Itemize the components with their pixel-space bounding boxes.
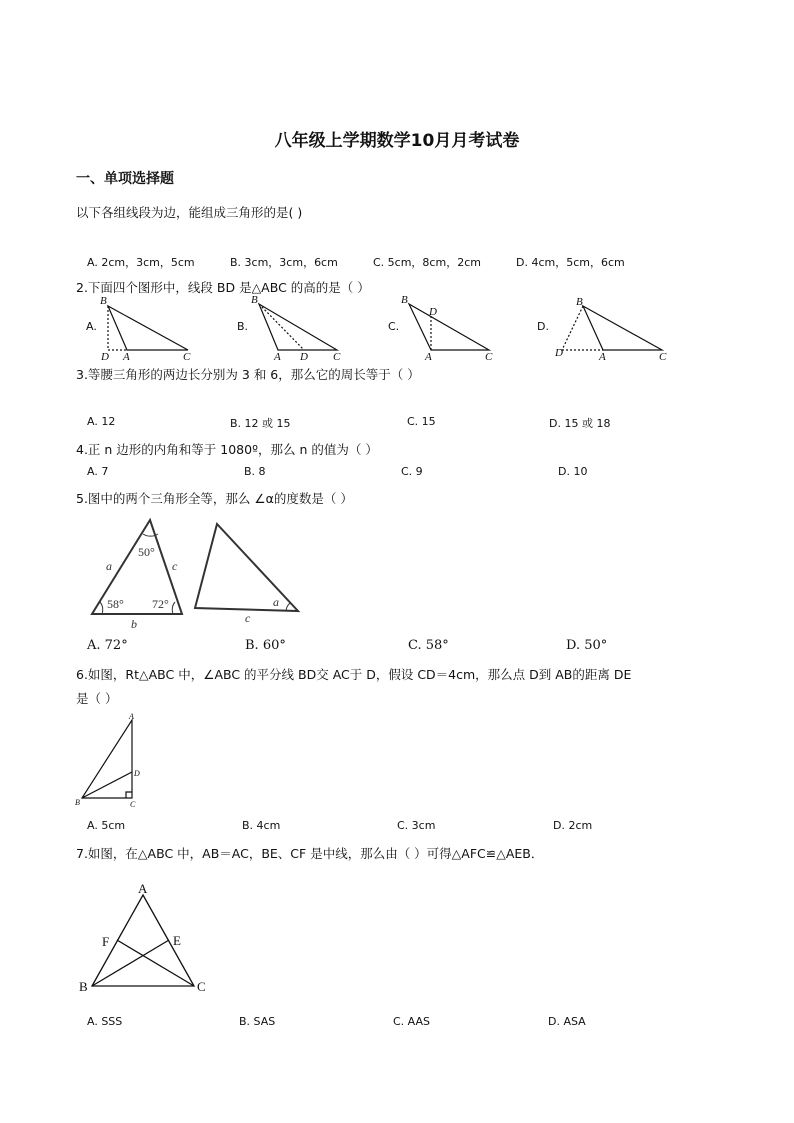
q7-option-b[interactable]: B. SAS [239, 1015, 276, 1028]
q2-option-d[interactable]: D. [537, 320, 549, 333]
q4-option-d[interactable]: D. 10 [558, 465, 588, 478]
q7-option-d[interactable]: D. ASA [548, 1015, 586, 1028]
question-6-stem-line2: 是（ ） [76, 691, 118, 706]
q2b-label-d: D [300, 351, 308, 363]
q1-option-c[interactable]: C. 5cm，8cm，2cm [373, 256, 481, 269]
q7-label-e: E [173, 933, 181, 948]
q7-label-b: B [79, 979, 88, 994]
q1-option-b[interactable]: B. 3cm，3cm，6cm [230, 256, 338, 269]
q6-label-c: C [130, 800, 136, 809]
q5-option-c[interactable]: C. 58° [408, 638, 449, 653]
page-title: 八年级上学期数学10月月考试卷 [274, 131, 520, 151]
q7-label-c: C [197, 979, 206, 994]
q6-label-a: A [129, 712, 134, 721]
question-7-stem: 7.如图，在△ABC 中，AB＝AC，BE、CF 是中线，那么由（ ）可得△AFC≌△AEB． [76, 846, 544, 861]
q4-option-c[interactable]: C. 9 [401, 465, 423, 478]
q7-option-c[interactable]: C. AAS [393, 1015, 431, 1028]
q2c-label-d: D [429, 306, 437, 318]
q5-angle-alpha: a [273, 595, 279, 609]
q2c-label-c: C [485, 351, 493, 363]
question-2-stem: 2.下面四个图形中，线段 BD 是△ABC 的高的是（ ） [76, 280, 370, 295]
q6-option-c[interactable]: C. 3cm [397, 819, 436, 832]
question-1-stem: 以下各组线段为边，能组成三角形的是( ) [76, 205, 303, 220]
q2a-label-c: C [183, 351, 191, 363]
q2b-label-a: A [274, 351, 281, 363]
q6-label-b: B [75, 798, 80, 807]
q1-option-a[interactable]: A. 2cm，3cm，5cm [87, 256, 195, 269]
q5-side-a: a [106, 559, 112, 573]
q4-option-b[interactable]: B. 8 [244, 465, 266, 478]
q5-angle-right: 72° [152, 597, 169, 611]
question-4-stem: 4.正 n 边形的内角和等于 1080º，那么 n 的值为（ ） [76, 442, 378, 457]
q2a-label-d: D [101, 351, 109, 363]
q5-angle-left: 58° [107, 597, 124, 611]
q7-option-a[interactable]: A. SSS [87, 1015, 123, 1028]
q2a-label-b: B [100, 295, 107, 307]
q5-side-b: b [131, 617, 137, 631]
q2b-label-b: B [251, 294, 258, 306]
section-heading: 一、单项选择题 [76, 171, 174, 187]
q3-option-d[interactable]: D. 15 或 18 [549, 417, 611, 430]
q3-option-c[interactable]: C. 15 [407, 415, 436, 428]
q2a-label-a: A [123, 351, 130, 363]
question-5-stem: 5.图中的两个三角形全等，那么 ∠α的度数是（ ） [76, 491, 353, 506]
q2d-label-d: D [555, 347, 563, 359]
q3-option-a[interactable]: A. 12 [87, 415, 116, 428]
q2-option-b[interactable]: B. [237, 320, 249, 333]
q2d-label-b: B [576, 296, 583, 308]
q2-option-a[interactable]: A. [86, 320, 97, 333]
q2b-label-c: C [333, 351, 341, 363]
q6-option-b[interactable]: B. 4cm [242, 819, 281, 832]
q3-option-b[interactable]: B. 12 或 15 [230, 417, 291, 430]
q6-option-a[interactable]: A. 5cm [87, 819, 126, 832]
q2-option-c[interactable]: C. [388, 320, 400, 333]
q7-label-f: F [102, 934, 110, 949]
q4-option-a[interactable]: A. 7 [87, 465, 109, 478]
q2c-label-b: B [401, 294, 408, 306]
question-6-stem-line1: 6.如图，Rt△ABC 中，∠ABC 的平分线 BD交 AC于 D，假设 CD＝4cm，那么点 D到 AB的距离 DE [76, 667, 632, 682]
q5-option-a[interactable]: A. 72° [87, 638, 128, 653]
q5-side-c2: c [245, 611, 251, 625]
q5-option-d[interactable]: D. 50° [566, 638, 608, 653]
q5-side-c: c [172, 559, 178, 573]
q1-option-d[interactable]: D. 4cm，5cm，6cm [516, 256, 625, 269]
q2-figures [0, 0, 794, 380]
q6-option-d[interactable]: D. 2cm [553, 819, 593, 832]
q2c-label-a: A [425, 351, 432, 363]
q6-figure [70, 710, 160, 810]
q5-figure [80, 512, 310, 634]
q6-label-d: D [134, 769, 140, 778]
q2d-label-c: C [659, 351, 667, 363]
q7-figure [74, 878, 224, 998]
q5-angle-top: 50° [138, 545, 155, 559]
q7-label-a: A [138, 881, 148, 896]
q2d-label-a: A [599, 351, 606, 363]
question-3-stem: 3.等腰三角形的两边长分别为 3 和 6，那么它的周长等于（ ） [76, 367, 420, 382]
q5-option-b[interactable]: B. 60° [245, 638, 286, 653]
